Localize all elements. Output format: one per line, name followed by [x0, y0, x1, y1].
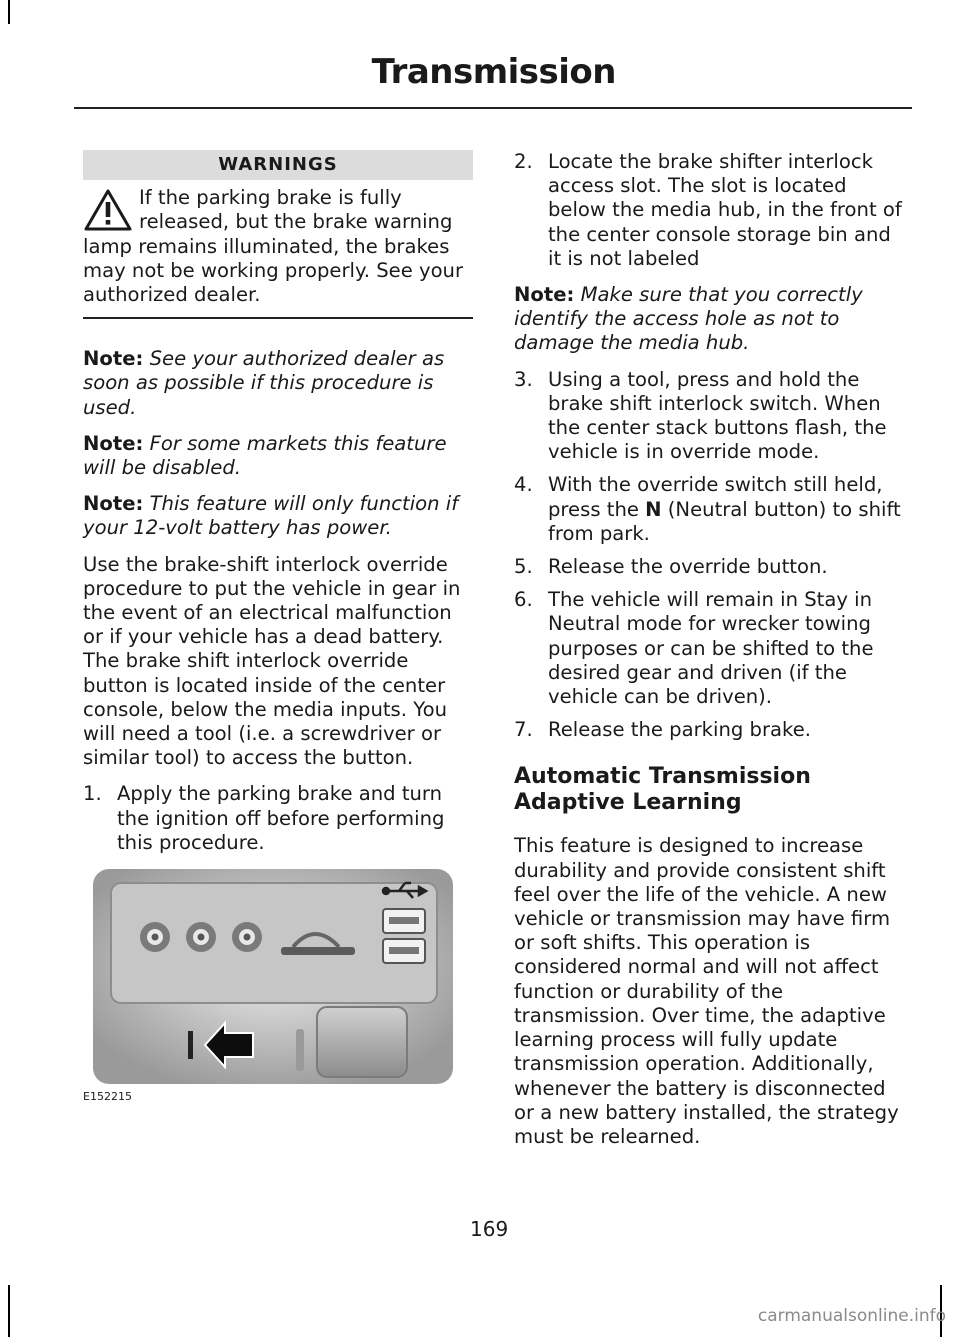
step-5: [514, 555, 904, 579]
step-2: [514, 150, 904, 271]
page-number: 169: [470, 1217, 509, 1241]
warnings-header: WARNINGS: [83, 150, 473, 180]
bin-edge: [296, 1029, 304, 1071]
note-media-hub: [514, 283, 904, 356]
note-label: Note:: [83, 347, 144, 371]
step-4: [514, 473, 904, 546]
warning-triangle-icon: [83, 188, 133, 232]
step-text: Release the parking brake.: [548, 718, 811, 742]
page-title: Transmission: [371, 52, 616, 92]
figure-id: E152215: [83, 1089, 132, 1103]
crop-mark-top-left: [8, 0, 10, 24]
step-number: 1.: [83, 782, 102, 806]
override-access-slot: [188, 1031, 193, 1059]
note-label: Note:: [514, 283, 575, 307]
step-text: [548, 473, 901, 544]
step-text: Locate the brake shifter interlock access slot. The slot is located below the media hub, in the front of the center console storage bin and it is not labeled: [548, 150, 902, 270]
right-column: [514, 150, 904, 1161]
media-hub-illustration: [93, 869, 453, 1084]
step-7: [514, 718, 904, 742]
note-3: [83, 492, 473, 540]
storage-bin: [317, 1007, 407, 1077]
note-1: [83, 347, 473, 420]
step-text: Apply the parking brake and turn the ignition off before performing this procedure.: [117, 782, 445, 854]
note-label: Note:: [83, 492, 144, 516]
step-6: [514, 588, 904, 709]
steps-list-right-a: [514, 150, 904, 271]
step-number: 5.: [514, 555, 533, 579]
step-number: 7.: [514, 718, 533, 742]
note-text: See your authorized dealer as soon as possible if this procedure is used.: [83, 347, 445, 419]
step-number: 6.: [514, 588, 533, 612]
intro-paragraph: Use the brake-shift interlock override procedure to put the vehicle in gear in the event of an electrical malfunction or if your vehicle has a dead battery. The brake shift interlock override button is located inside of the center console, below the media inputs. You will need a tool (i.e. a screwdriver or similar tool) to access the button.: [83, 552, 461, 770]
audio-jack-1: [140, 922, 170, 952]
title-divider: [74, 107, 912, 109]
note-text: For some markets this feature will be disabled.: [83, 431, 447, 480]
step-text-part: With the override switch still held, press the: [548, 473, 883, 521]
warning-block: [83, 186, 473, 319]
steps-list-left: [83, 782, 473, 855]
warning-text: If the parking brake is fully released, but the brake warning lamp remains illuminated, the brakes may not be working properly. See your authorized dealer.: [83, 186, 464, 307]
step-number: 2.: [514, 150, 533, 173]
neutral-key-label: N: [645, 497, 662, 521]
note-text: Make sure that you correctly identify the access hole as not to damage the media hub.: [514, 283, 863, 355]
crop-mark-bottom-left: [8, 1285, 10, 1337]
watermark: carmanualsonline.info: [757, 1306, 946, 1326]
left-column: [83, 150, 473, 1109]
step-text: Using a tool, press and hold the brake shift interlock switch. When the center stack buttons flash, the vehicle is in override mode.: [548, 367, 887, 464]
section-body: This feature is designed to increase durability and provide consistent shift feel over the life of the vehicle. A new vehicle or transmission may have firm or soft shifts. This operation is considered normal and will not affect function or durability of the transmission. Over time, the adaptive learning process will fully update transmission operation. Additionally, whenever the battery is disconnected or a new battery installed, the strategy must be relearned.: [514, 834, 899, 1148]
audio-jack-2: [186, 922, 216, 952]
audio-jack-3: [232, 922, 262, 952]
note-text: This feature will only function if your 12-volt battery has power.: [83, 492, 459, 540]
step-3: [514, 368, 904, 465]
step-text: The vehicle will remain in Stay in Neutral mode for wrecker towing purposes or can be shifted to the desired gear and driven (if the vehicle can be driven).: [548, 588, 874, 709]
step-number: 3.: [514, 367, 533, 391]
step-number: 4.: [514, 473, 533, 497]
steps-list-right-b: [514, 368, 904, 743]
note-label: Note:: [83, 431, 144, 455]
step-text: Release the override button.: [548, 555, 828, 579]
step-text-part: (Neutral button) to shift from park.: [548, 497, 901, 545]
step-1: [83, 782, 473, 855]
section-heading: Automatic Transmission Adaptive Learning: [514, 764, 811, 816]
media-hub-figure: [83, 869, 473, 1109]
note-2: [83, 432, 473, 480]
